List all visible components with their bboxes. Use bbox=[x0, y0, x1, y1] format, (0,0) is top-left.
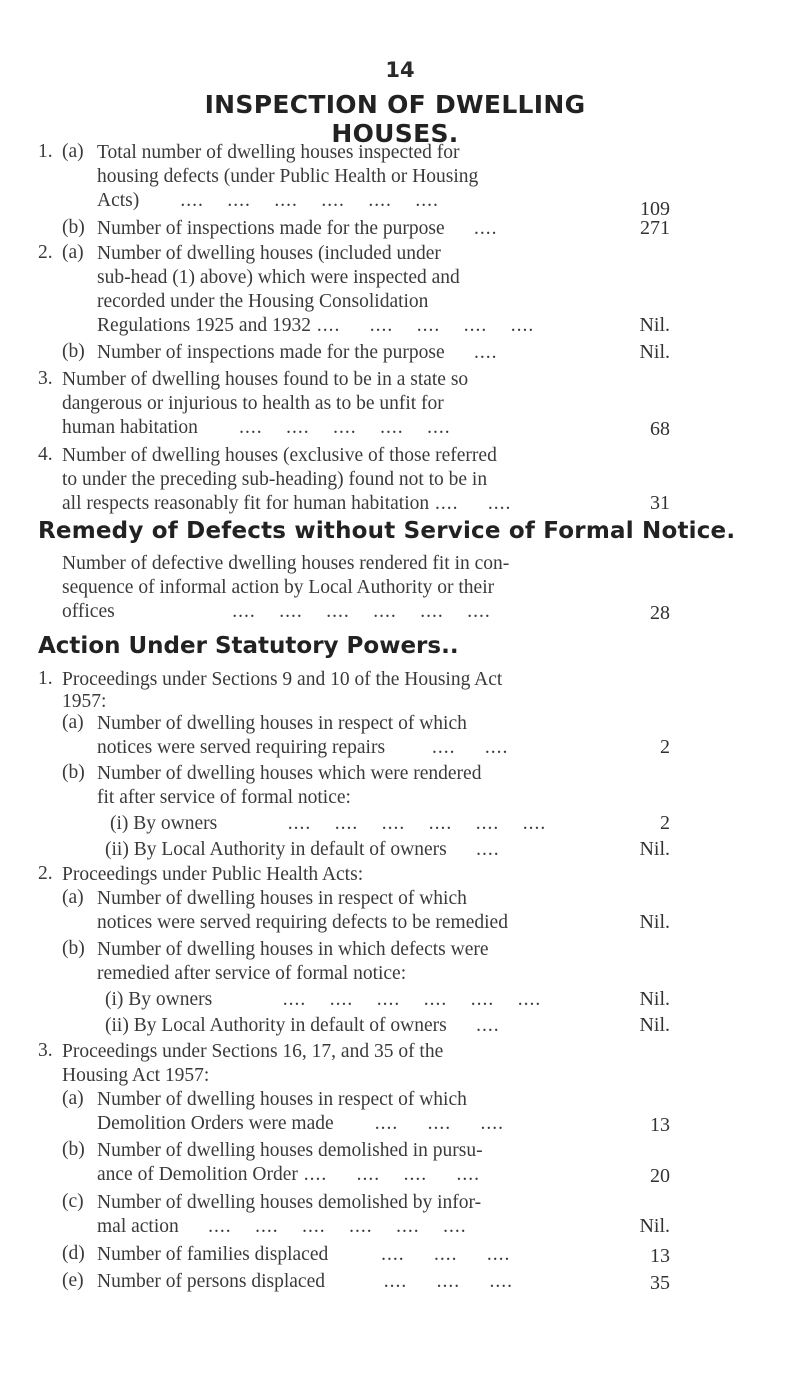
text-line: (ii) By Local Authority in default of owners .... bbox=[105, 839, 500, 860]
text-line: Number of inspections made for the purpose .... bbox=[97, 342, 498, 363]
sub-item-label: (b) bbox=[62, 217, 85, 238]
text-line: Number of dwelling houses which were rendered bbox=[97, 763, 482, 784]
text-line: (ii) By Local Authority in default of owners .... bbox=[105, 1015, 500, 1036]
text-line: human habitation .... .... .... .... .... bbox=[62, 417, 451, 438]
item-number: 3. bbox=[38, 368, 53, 389]
text-line: housing defects (under Public Health or Housing bbox=[97, 166, 479, 187]
sub-item-label: (a) bbox=[62, 1088, 84, 1109]
text-line: Number of defective dwelling houses rendered fit in con- bbox=[62, 553, 510, 574]
sub-item-label: (a) bbox=[62, 712, 84, 733]
value: 13 bbox=[650, 1114, 670, 1136]
value: Nil. bbox=[639, 838, 670, 860]
sub-item-label: (b) bbox=[62, 762, 85, 783]
text-line: fit after service of formal notice: bbox=[97, 787, 351, 808]
sub-item-label: (a) bbox=[62, 242, 84, 263]
text-line: Proceedings under Sections 16, 17, and 35 of the bbox=[62, 1041, 444, 1062]
text-line: Number of dwelling houses (included under bbox=[97, 243, 441, 264]
value: 35 bbox=[650, 1272, 670, 1294]
text-line: (i) By owners .... .... .... .... .... .... bbox=[105, 989, 542, 1010]
value: 271 bbox=[640, 217, 670, 239]
text-line: 1957: bbox=[62, 691, 107, 712]
text-line: sub-head (1) above) which were inspected and bbox=[97, 267, 460, 288]
text-line: Number of dwelling houses (exclusive of those referred bbox=[62, 445, 497, 466]
text-line: Demolition Orders were made .... .... .... bbox=[97, 1113, 505, 1134]
sub-item-label: (d) bbox=[62, 1243, 85, 1264]
text-line: Number of dwelling houses in respect of which bbox=[97, 1089, 467, 1110]
section-heading-statutory: Action Under Statutory Powers.. bbox=[38, 633, 459, 659]
item-number: 1. bbox=[38, 668, 53, 689]
text-line: mal action .... .... .... .... .... .... bbox=[97, 1216, 467, 1237]
value: 28 bbox=[650, 602, 670, 624]
sub-item-label: (b) bbox=[62, 938, 85, 959]
value: 109 bbox=[640, 198, 670, 220]
value: 20 bbox=[650, 1165, 670, 1187]
item-number: 4. bbox=[38, 444, 53, 465]
text-line: Number of dwelling houses demolished by infor- bbox=[97, 1192, 482, 1213]
value: 68 bbox=[650, 418, 670, 440]
value: 2 bbox=[660, 812, 670, 834]
text-line: sequence of informal action by Local Authority or their bbox=[62, 577, 495, 598]
sub-item-label: (b) bbox=[62, 1139, 85, 1160]
text-line: Number of dwelling houses demolished in pursu- bbox=[97, 1140, 483, 1161]
text-line: ance of Demolition Order .... .... .... .... bbox=[97, 1164, 481, 1185]
text-line: recorded under the Housing Consolidation bbox=[97, 291, 429, 312]
text-line: Acts) .... .... .... .... .... .... bbox=[97, 190, 439, 211]
text-line: Number of dwelling houses in respect of which bbox=[97, 713, 467, 734]
text-line: (i) By owners .... .... .... .... .... .... bbox=[110, 813, 547, 834]
text-line: Number of persons displaced .... .... .... bbox=[97, 1271, 513, 1292]
text-line: remedied after service of formal notice: bbox=[97, 963, 407, 984]
value: Nil. bbox=[639, 988, 670, 1010]
value: 13 bbox=[650, 1245, 670, 1267]
item-number: 2. bbox=[38, 242, 53, 263]
text-line: Regulations 1925 and 1932 .... .... .... .... .... bbox=[97, 315, 535, 336]
text-line: Housing Act 1957: bbox=[62, 1065, 210, 1086]
text-line: offices .... .... .... .... .... .... bbox=[62, 601, 491, 622]
sub-item-label: (c) bbox=[62, 1191, 84, 1212]
text-line: notices were served requiring defects to be remedied bbox=[97, 912, 508, 933]
value: 31 bbox=[650, 492, 670, 514]
value: Nil. bbox=[639, 341, 670, 363]
section-heading-remedy: Remedy of Defects without Service of Formal Notice. bbox=[38, 518, 736, 544]
text-line: Proceedings under Public Health Acts: bbox=[62, 864, 364, 885]
text-line: notices were served requiring repairs .... .... bbox=[97, 737, 509, 758]
page-number: 14 bbox=[385, 58, 415, 82]
text-line: Proceedings under Sections 9 and 10 of the Housing Act bbox=[62, 669, 503, 690]
text-line: Total number of dwelling houses inspected for bbox=[97, 142, 460, 163]
text-line: dangerous or injurious to health as to be unfit for bbox=[62, 393, 444, 414]
page-title: INSPECTION OF DWELLING HOUSES. bbox=[204, 90, 586, 148]
value: 2 bbox=[660, 736, 670, 758]
text-line: to under the preceding sub-heading) found not to be in bbox=[62, 469, 488, 490]
value: Nil. bbox=[639, 911, 670, 933]
text-line: Number of dwelling houses in respect of which bbox=[97, 888, 467, 909]
sub-item-label: (a) bbox=[62, 887, 84, 908]
sub-item-label: (b) bbox=[62, 341, 85, 362]
sub-item-label: (a) bbox=[62, 141, 84, 162]
item-number: 2. bbox=[38, 863, 53, 884]
sub-item-label: (e) bbox=[62, 1270, 84, 1291]
item-number: 3. bbox=[38, 1040, 53, 1061]
text-line: all respects reasonably fit for human habitation .... .... bbox=[62, 493, 512, 514]
text-line: Number of dwelling houses in which defects were bbox=[97, 939, 489, 960]
text-line: Number of inspections made for the purpose .... bbox=[97, 218, 498, 239]
value: Nil. bbox=[639, 1014, 670, 1036]
text-line: Number of dwelling houses found to be in a state so bbox=[62, 369, 469, 390]
value: Nil. bbox=[639, 1215, 670, 1237]
text-line: Number of families displaced .... .... .... bbox=[97, 1244, 511, 1265]
value: Nil. bbox=[639, 314, 670, 336]
item-number: 1. bbox=[38, 141, 53, 162]
